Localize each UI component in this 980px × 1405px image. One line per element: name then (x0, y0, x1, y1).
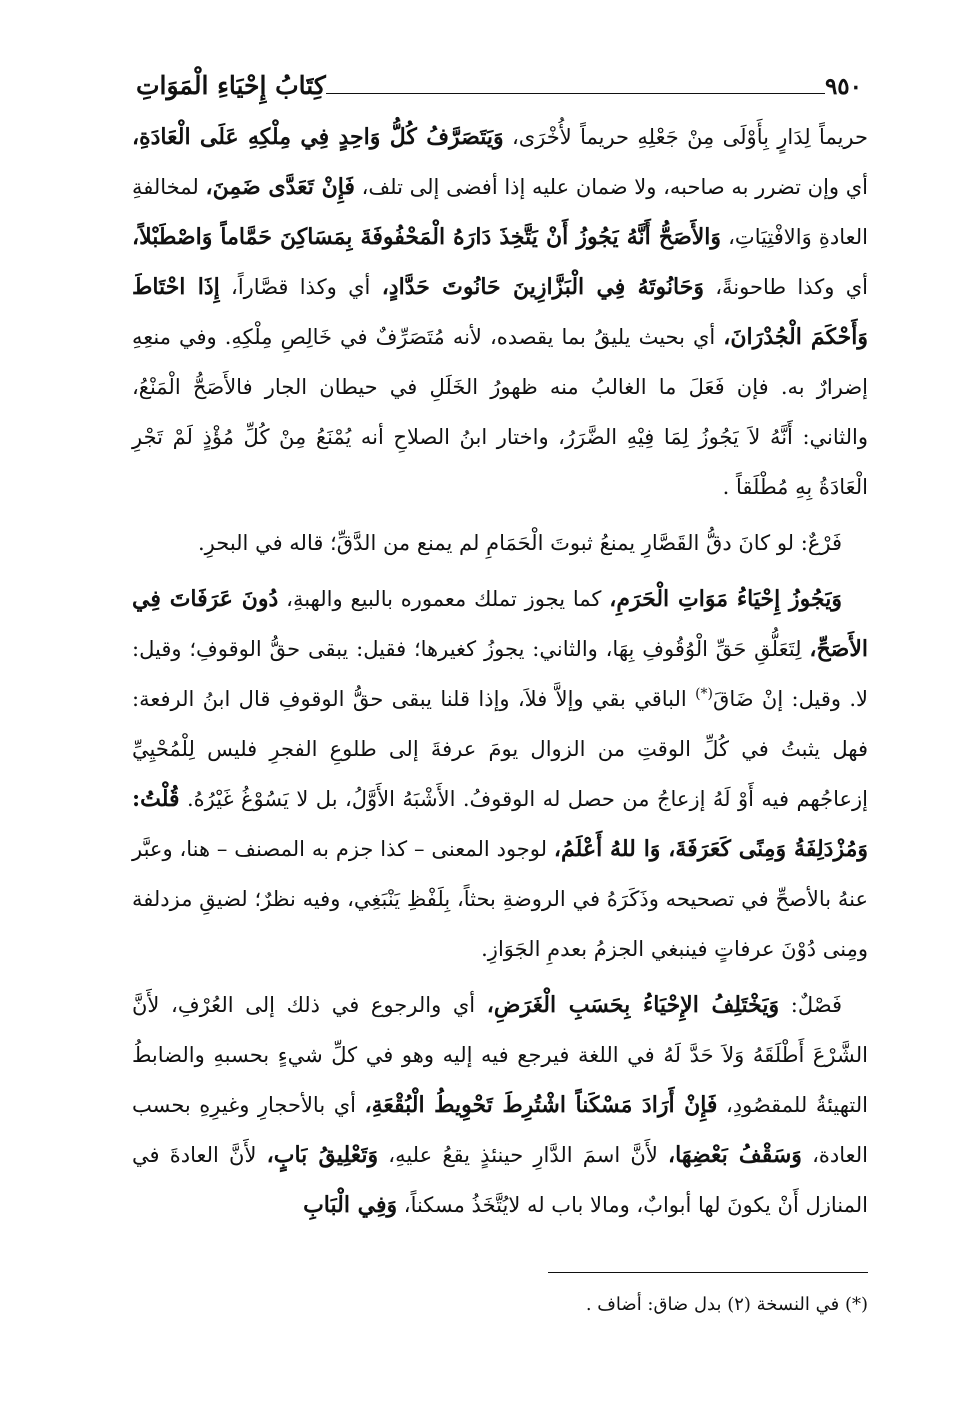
footnote-separator (548, 1272, 868, 1273)
paragraph (132, 518, 868, 568)
main-text (132, 112, 868, 1230)
sharh-text: حريماً لِدَارٍ بِأَوْلَى مِنْ جَعْلِهِ حريماً لأُخْرَى، (503, 125, 868, 149)
header-rule (326, 93, 825, 94)
matn-text: وَفِي الْبَابِ (303, 1192, 398, 1218)
matn-text: فَإِنْ تَعَدَّى ضَمِنَ، (205, 174, 355, 200)
sharh-text: لمخالفةِ العادةِ وَالافْتِيَاتِ، (132, 175, 868, 249)
matn-text: وَسَقْفُ بَعْضِهَا، (668, 1142, 802, 1168)
matn-text: وَحَانُوتَهُ فِي الْبَزَّازِينَ حَانُوتَ حَدَّادٍ، (381, 274, 704, 300)
page-number: ٩٥٠ (824, 73, 862, 100)
running-header (128, 54, 868, 98)
footnote: (*) في النسخة (٢) بدل ضاق: أضاف . (585, 1294, 868, 1315)
matn-text: وَالأَصَحُّ أَنَّهُ يَجُوزُ أَنْ يَتَّخِذَ دَارَهُ الْمَحْفُوفَةَ بِمَسَاكِنَ حَمَّاماً وَاصْطَبْلاً، (132, 224, 722, 250)
matn-text: فَإِنْ أَرَادَ مَسْكَناً اشْتُرِطَ تَحْوِيطُ الْبُقْعَةِ، (364, 1092, 718, 1118)
sharh-text: أي وإن تضرر به صاحبه، ولا ضمان عليه إذا أفضى إلى تلف، (354, 175, 869, 199)
footnote-marker: (*) (695, 686, 714, 702)
sharh-text: فَصْلٌ: (779, 993, 843, 1017)
sharh-text: كما يجوز تملك معموره بالبيع والهبةِ، (278, 587, 610, 611)
sharh-text: فَرْعٌ: لو كانَ دقُّ القَصَّارِ يمنعُ ثبوتَ الْحَمَامِ لم يمنع من الدَّقِّ؛ قاله في البحرِ. (198, 531, 842, 555)
matn-text: وَيَتَصَرَّفُ كُلُّ وَاحِدٍ فِي مِلْكِهِ عَلَى الْعَادَةِ، (132, 124, 504, 150)
sharh-text: أي والرجوع في ذلك إلى العُرْفِ، لأَنَّ الشَّرْعَ أَطْلَقَهُ وَلاَ حَدَّ لَهُ في اللغة فيرجع فيه إليه وهو في كلِّ شيءٍ بحسبهِ والضابطُ التهيئةُ للمقصُودِ، (132, 993, 868, 1117)
paragraph (132, 574, 868, 974)
paragraph (132, 980, 868, 1230)
matn-text: وَتَعْلِيقُ بَابٍ، (266, 1142, 379, 1168)
sharh-text: الباقي بقي وإلاَّ فلاَ، وإذا قلنا يبقى حقُّ الوقوفِ قال ابنُ الرفعة: فهل يثبتُ في كُلِّ الوقتِ من الزوال يومَ عرفةَ إلى طلوعِ الفجرِ فليس لِلْمُحْيِيِّ إزعاجُهم فيه أَوْ لَهُ إزعاجُ من حصل له الوقوفُ. الأَشْبَهُ الأَوَّلُ، بل لا يَسُوْغُ غَيْرُهُ. (132, 687, 868, 811)
matn-text: دُونَ عَرَفَاتَ فِي الأَصَحِّ، (132, 586, 868, 662)
paragraph (132, 112, 868, 512)
sharh-text: أي وكذا قصَّاراً، (219, 275, 382, 299)
sharh-text: أي بحيث يليقُ بما يقصده، لأنه مُتَصَرِّفٌ في خَالِصِ مِلْكِهِ. وفي منعِهِ إضرارٌ به. فإن فَعَلَ ما الغالبُ منه ظهورُ الخَلَلِ في حيطان الجار فالأَصَحُّ الْمَنْعُ، والثاني: أَنَّهُ لاَ يَجُوزُ لِمَا فِيْهِ الضَّرَرُ، واختار ابنُ الصلاحِ أنه يُمْنَعُ مِنْ كُلِّ مُؤْذٍ لَمْ تَجْرِ الْعَادَةُ بِهِ مُطْلَقاً . (132, 325, 868, 499)
running-title: كِتَابُ إِحْيَاءِ الْمَوَاتِ (136, 71, 326, 100)
sharh-text: لِتَعَلُّقِ حَقِّ الْوُقُوفِ بِهَا، والثاني: يجوزُ كغيرها؛ فقيل: يبقى حقُّ الوقوفِ؛ وقيل: لا. وقيل: إنْ ضَاقَ (132, 637, 869, 711)
matn-text: إِذَا احْتَاطَ وَأَحْكَمَ الْجُدْرَانَ، (132, 274, 869, 350)
sharh-text: لأَنَّ العادةَ في المنازل أَنْ يكونَ لها أبوابٌ، ومالا باب له لايُتَّخَذُ مسكناً، (132, 1143, 868, 1217)
sharh-text: أي بالأحجارِ وغيرِهِ بحسب العادة، (132, 1093, 868, 1167)
sharh-text: لوجود المعنى – كذا جزم به المصنف – هنا، وعبَّر عنهُ بالأصحِّ في تصحيحه وذَكَرَهُ في الروضةِ بحثاً، بِلَفْظِ يَنْبَغِي، وفيه نظرٌ؛ لضيقِ مزدلفة ومِنى دُوْنَ عرفاتٍ فينبغي الجزمُ بعدمِ الجَوَازِ. (132, 837, 868, 961)
matn-text: وَيَجُوزُ إِحْيَاءُ مَوَاتِ الْحَرَمِ، (609, 586, 842, 612)
matn-text: قُلْتُ: وَمُزْدَلِفَةُ وَمِنًى كَعَرَفَةَ، وَا للهُ أَعْلَمُ، (132, 786, 868, 862)
sharh-text: لأَنَّ اسمَ الدَّارِ حينئذٍ يقعُ عليهِ، (378, 1143, 668, 1167)
sharh-text: أي وكذا طاحونةً، (703, 275, 868, 299)
matn-text: وَيَخْتَلِفُ الإِحْيَاءُ بِحَسَبِ الْغَرَضِ، (486, 992, 780, 1018)
